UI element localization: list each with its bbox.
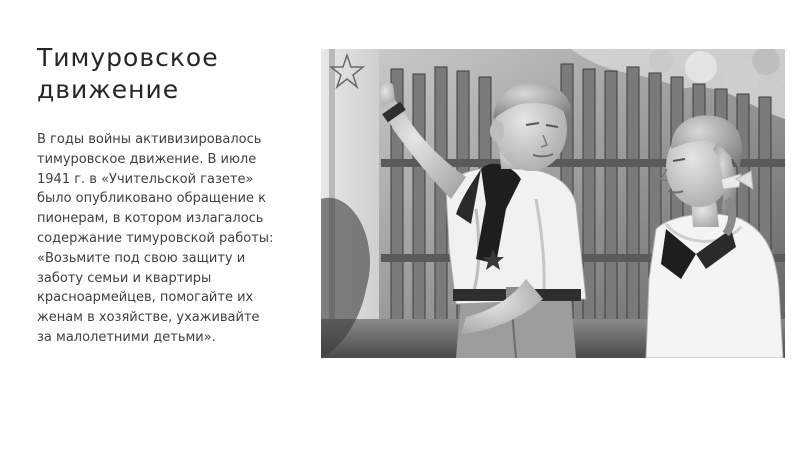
slide-body-text: В годы войны активизировалось тимуровское движение. В июле 1941 г. в «Учительской газете» было опубликовано обращение к пионерам, в котором излагалось содержание тимуровской работы: «Возьмите под свою защиту и заботу семьи и квартиры красноармейцев, помогайте их женам в хозяйстве, ухаживайте за малолетними детьми».: [37, 132, 274, 345]
photo: [321, 49, 785, 358]
slide-title: Тимуровское движение: [37, 43, 219, 104]
